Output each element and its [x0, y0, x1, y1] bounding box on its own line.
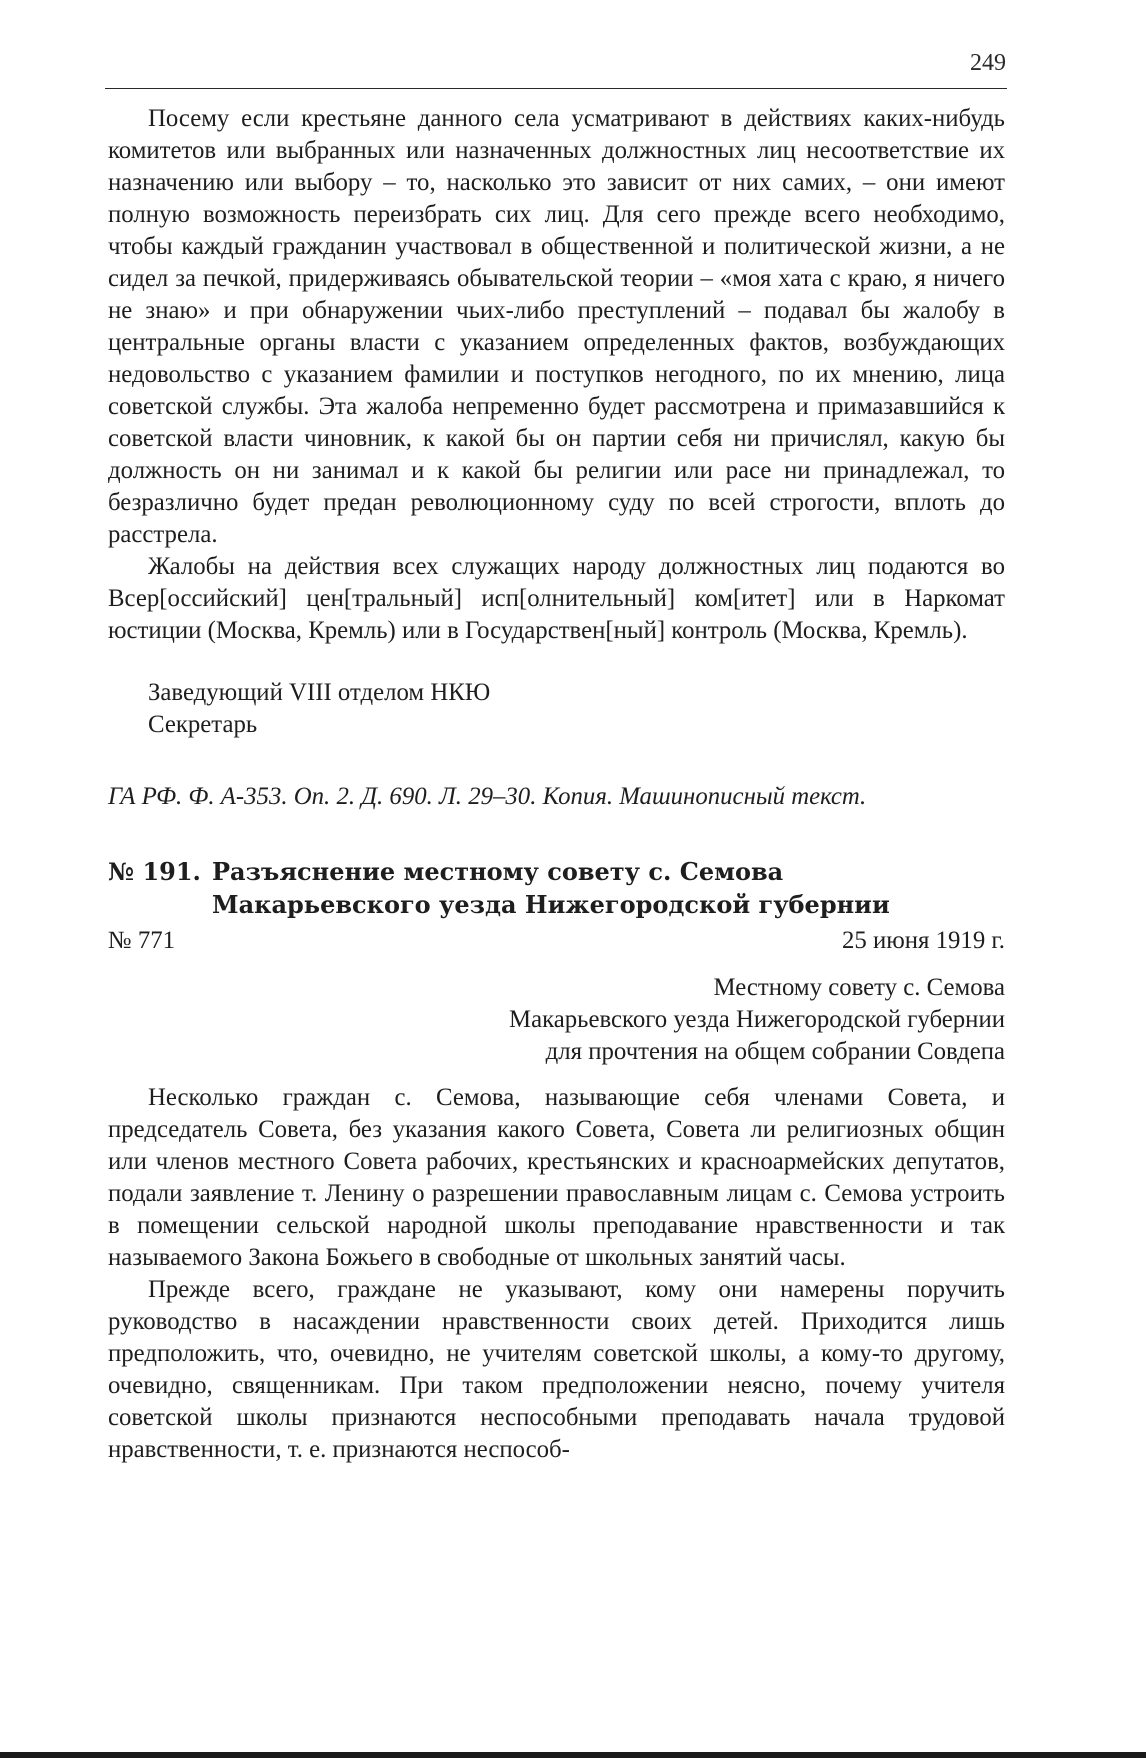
signature-block: [148, 677, 1005, 741]
document-date: 25 июня 1919 г.: [841, 927, 1005, 954]
document-title: Разъяснение местному совету с. Семова Макарьевского уезда Нижегородской губернии: [212, 857, 890, 919]
document-body: [108, 1082, 1005, 1466]
addressee-line: Макарьевского уезда Нижегородской губернии: [509, 1006, 1005, 1033]
document-meta-row: [108, 925, 1005, 957]
document-191: [108, 855, 1005, 1466]
previous-document-ending: [108, 103, 1005, 813]
addressee-block: [108, 972, 1005, 1068]
outgoing-number: № 771: [108, 927, 176, 954]
paragraph: Посему если крестьяне данного села усматривают в действиях каких-нибудь комитетов или выбранных или назначенных должностных лиц несоответствие их назначению или выбору – то, насколько это зависит от них самих, – они имеют полную возможность переизбрать сих лиц. Для сего прежде всего необходимо, чтобы каждый гражданин участвовал в общественной и политической жизни, а не сидел за печкой, придерживаясь обывательской теории – «моя хата с краю, я ничего не знаю» и при обнаружении чьих-либо преступлений – подавал бы жалобу в центральные органы власти с указанием определенных фактов, возбуждающих недовольство с указанием фамилии и поступков негодного, по их мнению, лица советской службы. Эта жалоба непременно будет рассмотрена и примазавшийся к советской власти чиновник, к какой бы он партии себя ни причислял, какую бы должность он ни занимал и к какой бы религии или расе ни принадлежал, то безразлично будет предан революционному суду по всей строгости, вплоть до расстрела.: [108, 105, 1005, 548]
paragraph: Жалобы на действия всех служащих народу должностных лиц подаются во Всер[оссийский] цен[тральный] исп[олнительный] ком[итет] или в Наркомат юстиции (Москва, Кремль) или в Государствен[ный] контроль (Москва, Кремль).: [108, 553, 1005, 644]
document-heading: [108, 855, 1005, 921]
addressee-line: для прочтения на общем собрании Совдепа: [545, 1038, 1005, 1065]
header-rule: [105, 88, 1007, 89]
scan-bottom-edge: [0, 1752, 1146, 1758]
archive-reference: ГА РФ. Ф. А-353. Оп. 2. Д. 690. Л. 29–30. Копия. Машинописный текст.: [108, 783, 867, 810]
page-number: 249: [970, 50, 1006, 76]
paragraph: Несколько граждан с. Семова, называющие себя членами Совета, и председатель Совета, без указания какого Совета, Совета ли религиозных общин или членов местного Совета рабочих, крестьянских и красноармейских депутатов, подали заявление т. Ленину о разрешении православным лицам с. Семова устроить в помещении сельской народной школы преподавание нравственности и так называемого Закона Божьего в свободные от школьных занятий часы.: [108, 1084, 1005, 1271]
paragraph: Прежде всего, граждане не указывают, кому они намерены поручить руководство в насаждении нравственности своих детей. Приходится лишь предположить, что, очевидно, не учителям советской школы, а кому-то другому, очевидно, священникам. При таком предположении неясно, почему учителя советской школы признаются неспособными преподавать начала трудовой нравственности, т. е. признаются неспособ-: [108, 1276, 1005, 1463]
document-number: № 191.: [108, 857, 201, 886]
page-content: [108, 103, 1005, 1466]
signature-line: Заведующий VIII отделом НКЮ: [148, 679, 491, 706]
addressee-line: Местному совету с. Семова: [713, 974, 1005, 1001]
signature-line: Секретарь: [148, 711, 258, 738]
